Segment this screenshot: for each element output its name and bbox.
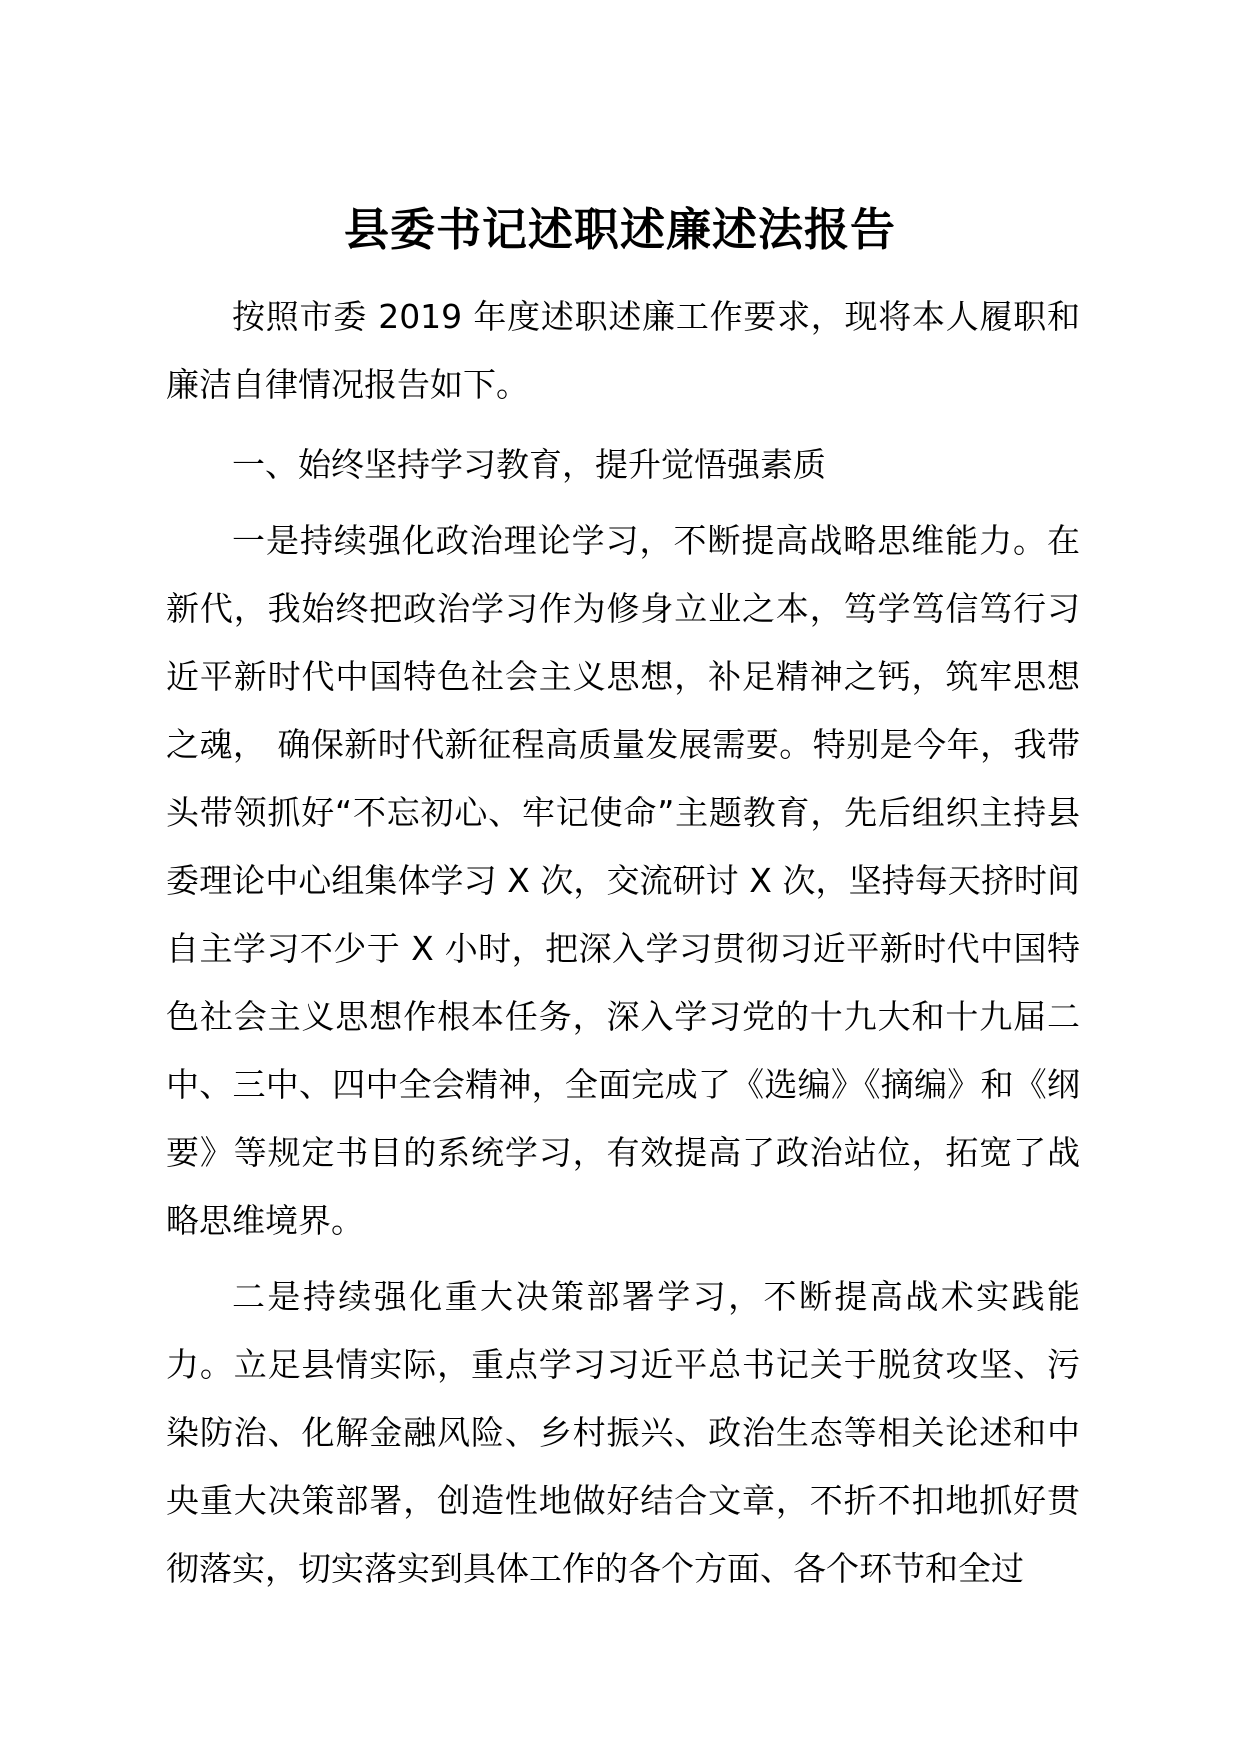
intro-paragraph: 按照市委 2019 年度述职述廉工作要求，现将本人履职和廉洁自律情况报告如下。 bbox=[166, 297, 1080, 404]
section-heading: 一、始终坚持学习教育，提升觉悟强素质 bbox=[232, 445, 826, 484]
body-paragraph-1: 一是持续强化政治理论学习，不断提高战略思维能力。在新代，我始终把政治学习作为修身立业之本，笃学笃信笃行习近平新时代中国特色社会主义思想，补足精神之钙，筑牢思想之魂， 确保新时代新征程高质量发展需要。特别是今年，我带头带领抓好“不忘初心、牢记使命”主题教育，先后组织主持县委理论中心组集体学习 X 次，交流研讨 X 次，坚持每天挤时间自主学习不少于 X 小时，把深入学习贯彻习近平新时代中国特色社会主义思想作根本任务，深入学习党的十九大和十九届二中、三中、四中全会精神，全面完成了《选编》《摘编》和《纲要》等规定书目的系统学习，有效提高了政治站位，拓宽了战略思维境界。 bbox=[166, 521, 1080, 1240]
body-paragraph-2: 二是持续强化重大决策部署学习，不断提高战术实践能力。立足县情实际，重点学习习近平总书记关于脱贫攻坚、污染防治、化解金融风险、乡村振兴、政治生态等相关论述和中央重大决策部署，创造性地做好结合文章，不折不扣地抓好贯彻落实，切实落实到具体工作的各个方面、各个环节和全过 bbox=[166, 1277, 1080, 1588]
document-title: 县委书记述职述廉述法报告 bbox=[343, 203, 896, 256]
document-body bbox=[166, 283, 1080, 1603]
